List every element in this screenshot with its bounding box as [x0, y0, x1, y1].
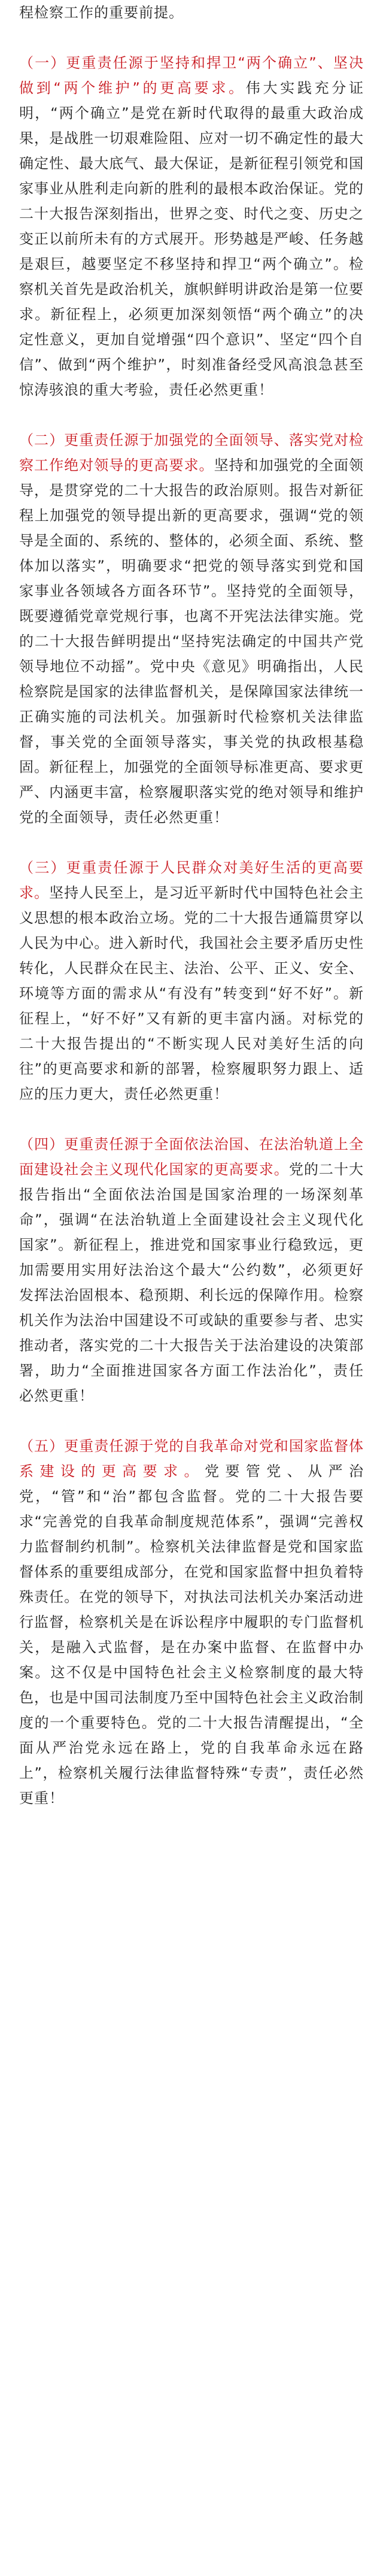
section-body: 党要管党、从严治党，“管”和“治”都包含监督。党的二十大报告要求“完善党的自我革命制度规范体系”，强调“完善权力监督制约机制”。检察机关法律监督是党和国家监督体系的重要组成部分，在党和国家监督中担负着特殊责任。在党的领导下，对执法司法机关办案活动进行监督，检察机关是在诉讼程序中履职的专门监督机关，是融入式监督，是在办案中监督、在监督中办案。这不仅是中国特色社会主义检察制度的最大特色，也是中国司法制度乃至中国特色社会主义政治制度的一个重要特色。党的二十大报告清醒提出，“全面从严治党永远在路上，党的自我革命永远在路上”，检察机关履行法律监督特殊“专责”，责任必然更重！ — [19, 1463, 364, 1807]
section-5 — [19, 1434, 364, 1811]
section-body: 党的二十大报告指出“全面依法治国是国家治理的一场深刻革命”，强调“在法治轨道上全面建设社会主义现代化国家”。新征程上，推进党和国家事业行稳致远，更加需要用实用好法治这个最大“公约数”，必须更好发挥法治固根本、稳预期、利长远的保障作用。检察机关作为法治中国建设不可或缺的重要参与者、忠实推动者，落实党的二十大报告关于法治建设的决策部署，助力“全面推进国家各方面工作法治化”，责任必然更重！ — [19, 1161, 364, 1404]
section-3 — [19, 855, 364, 1107]
section-2 — [19, 428, 364, 830]
intro-paragraph: 程检察工作的重要前提。 — [19, 4, 184, 21]
section-heading: （一）更重责任源于坚持和捍卫“两个确立”、坚决做到“两个维护”的更高要求。 — [19, 54, 364, 96]
section-heading: （二）更重责任源于加强党的全面领导、落实党对检察工作绝对领导的更高要求。 — [19, 432, 364, 474]
section-heading: （五）更重责任源于党的自我革命对党和国家监督体系建设的更高要求。 — [19, 1438, 364, 1480]
section-1 — [19, 50, 364, 402]
section-heading: （三）更重责任源于人民群众对美好生活的更高要求。 — [19, 859, 364, 901]
section-body: 坚持人民至上，是习近平新时代中国特色社会主义思想的根本政治立场。党的二十大报告通篇贯穿以人民为中心。进入新时代，我国社会主要矛盾历史性转化，人民群众在民主、法治、公平、正义、安全、环境等方面的需求从“有没有”转变到“好不好”。新征程上，“好不好”又有新的更丰富内涵。对标党的二十大报告提出的“不断实现人民对美好生活的向往”的更高要求和新的部署，检察履职努力跟上、适应的压力更大，责任必然更重！ — [19, 884, 364, 1102]
section-body: 坚持和加强党的全面领导，是贯穿党的二十大报告的政治原则。报告对新征程上加强党的领导提出新的更高要求，强调“党的领导是全面的、系统的、整体的，必须全面、系统、整体加以落实”，明确要求“把党的领导落实到党和国家事业各领域各方面各环节”。坚持党的全面领导，既要遵循党章党规行事，也离不开宪法法律实施。党的二十大报告鲜明提出“坚持宪法确定的中国共产党领导地位不动摇”。党中央《意见》明确指出，人民检察院是国家的法律监督机关，是保障国家法律统一正确实施的司法机关。加强新时代检察机关法律监督，事关党的全面领导落实，事关党的执政根基稳固。新征程上，加强党的全面领导标准更高、要求更严、内涵更丰富，检察履职落实党的绝对领导和维护党的全面领导，责任必然更重！ — [19, 457, 364, 826]
section-heading: （四）更重责任源于全面依法治国、在法治轨道上全面建设社会主义现代化国家的更高要求。 — [19, 1136, 364, 1178]
section-body: 伟大实践充分证明，“两个确立”是党在新时代取得的最重大政治成果，是战胜一切艰难险阻、应对一切不确定性的最大确定性、最大底气、最大保证，是新征程引领党和国家事业从胜利走向新的胜利的最根本政治保证。党的二十大报告深刻指出，世界之变、时代之变、历史之变正以前所未有的方式展开。形势越是严峻、任务越是艰巨，越要坚定不移坚持和捍卫“两个确立”。检察机关首先是政治机关，旗帜鲜明讲政治是第一位要求。新征程上，必须更加深刻领悟“两个确立”的决定性意义，更加自觉增强“四个意识”、坚定“四个自信”、做到“两个维护”，时刻准备经受风高浪急甚至惊涛骇浪的重大考验，责任必然更重！ — [19, 80, 364, 398]
section-4 — [19, 1132, 364, 1408]
